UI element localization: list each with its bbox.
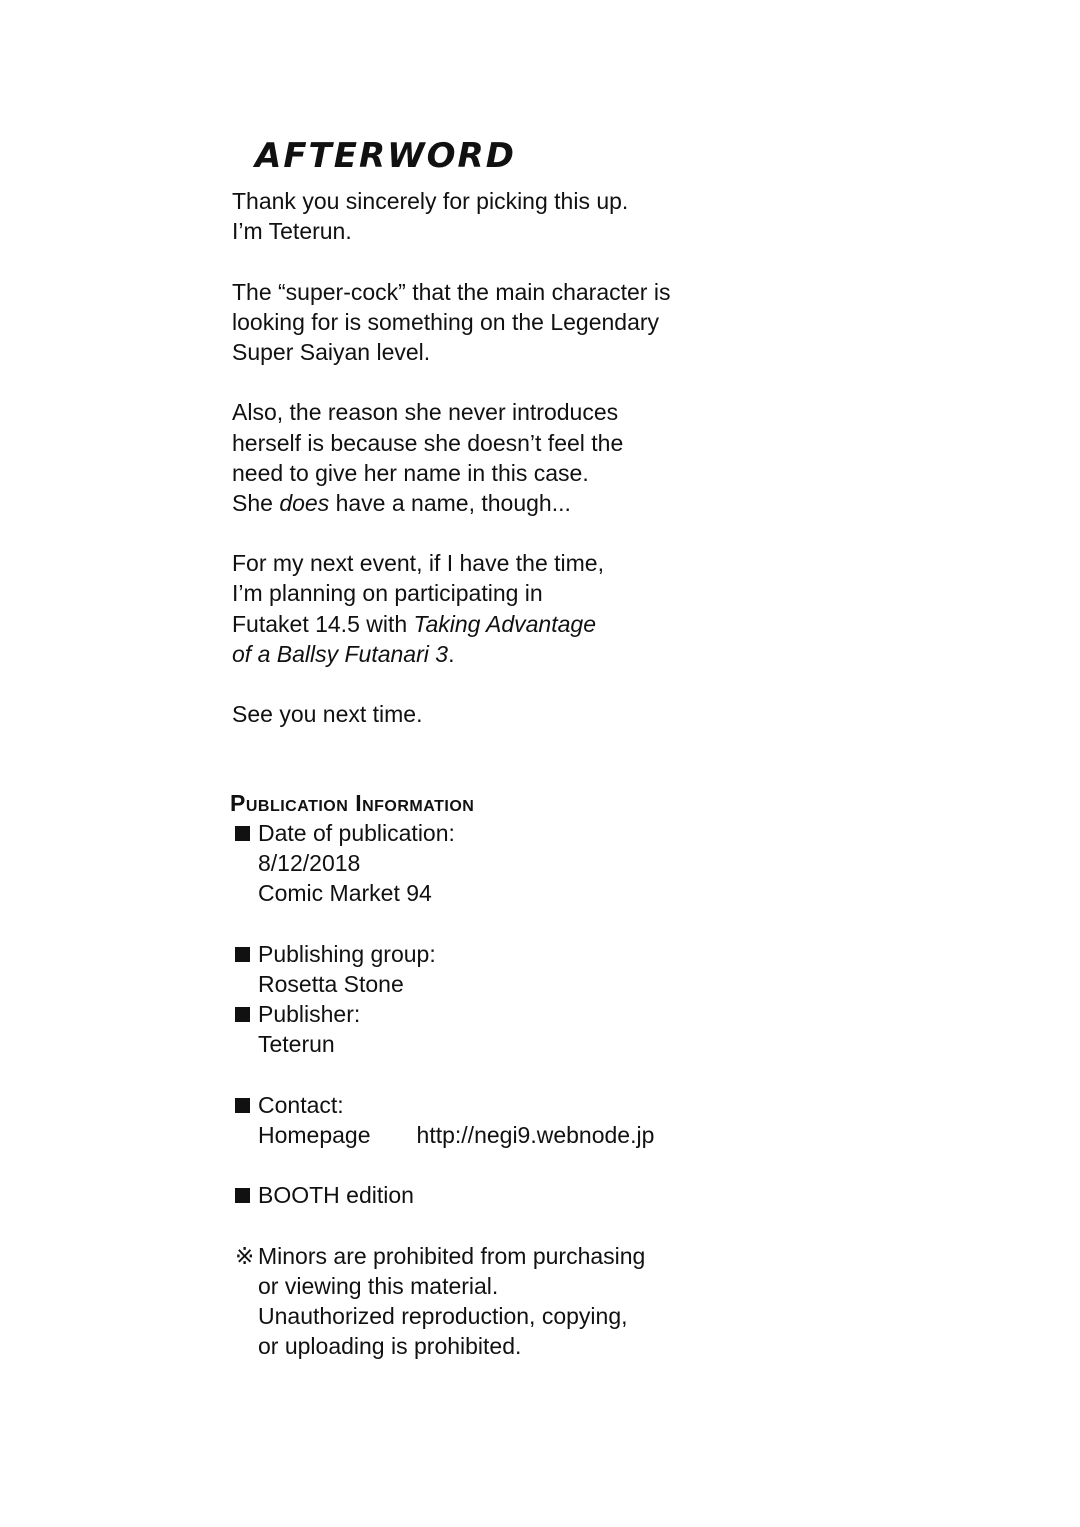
- square-bullet-icon: [235, 1098, 250, 1113]
- text-line: [232, 609, 752, 639]
- homepage-url: http://negi9.webnode.jp: [416, 1121, 655, 1148]
- text-line: [232, 639, 752, 669]
- text-line: See you next time.: [232, 701, 423, 728]
- text: .: [448, 640, 455, 667]
- notice-line: Unauthorized reproduction, copying,: [258, 1303, 628, 1329]
- book-title: of a Ballsy Futanari 3: [232, 640, 449, 667]
- square-bullet-icon: [235, 1007, 250, 1022]
- text-line: [232, 488, 752, 518]
- label: Date of publication:: [258, 820, 455, 846]
- text-line: The “super-cock” that the main character is: [232, 278, 671, 305]
- emphasis: does: [279, 489, 330, 516]
- text-line: Super Saiyan level.: [232, 338, 431, 365]
- text-line: Also, the reason she never introduces: [232, 399, 619, 426]
- text-line: Thank you sincerely for picking this up.: [232, 188, 629, 214]
- notice-line: or viewing this material.: [258, 1272, 499, 1299]
- event: Comic Market 94: [258, 880, 432, 907]
- reference-mark-icon: ※: [235, 1242, 255, 1269]
- text-line: herself is because she doesn’t feel the: [232, 429, 624, 456]
- text-line: For my next event, if I have the time,: [232, 550, 604, 577]
- square-bullet-icon: [235, 947, 250, 962]
- homepage-label: Homepage: [258, 1121, 371, 1148]
- text: She: [232, 489, 280, 516]
- edition: BOOTH edition: [258, 1182, 414, 1209]
- text: have a name, though...: [329, 489, 571, 516]
- group: Rosetta Stone: [258, 970, 404, 997]
- book-title: Taking Advantage: [413, 610, 596, 637]
- illustration: [700, 390, 870, 980]
- label: Publishing group:: [258, 940, 436, 967]
- text-line: looking for is something on the Legendary: [232, 308, 660, 335]
- publication-heading: Publication Information: [230, 790, 475, 816]
- afterword-text: [232, 186, 752, 729]
- square-bullet-icon: [235, 826, 250, 841]
- text: Futaket 14.5 with: [232, 610, 414, 637]
- date: 8/12/2018: [258, 850, 361, 877]
- text-line: need to give her name in this case.: [232, 459, 589, 486]
- label: Publisher:: [258, 1001, 361, 1028]
- text-line: I’m planning on participating in: [232, 580, 543, 607]
- page-title: AFTERWORD: [255, 136, 516, 176]
- square-bullet-icon: [235, 1188, 250, 1203]
- text-line: I’m Teterun.: [232, 218, 352, 245]
- notice-line: or uploading is prohibited.: [258, 1333, 522, 1360]
- label: Contact:: [258, 1091, 344, 1118]
- publication-info: [235, 818, 654, 1361]
- publisher: Teterun: [258, 1031, 335, 1058]
- notice-line: Minors are prohibited from purchasing: [258, 1242, 646, 1269]
